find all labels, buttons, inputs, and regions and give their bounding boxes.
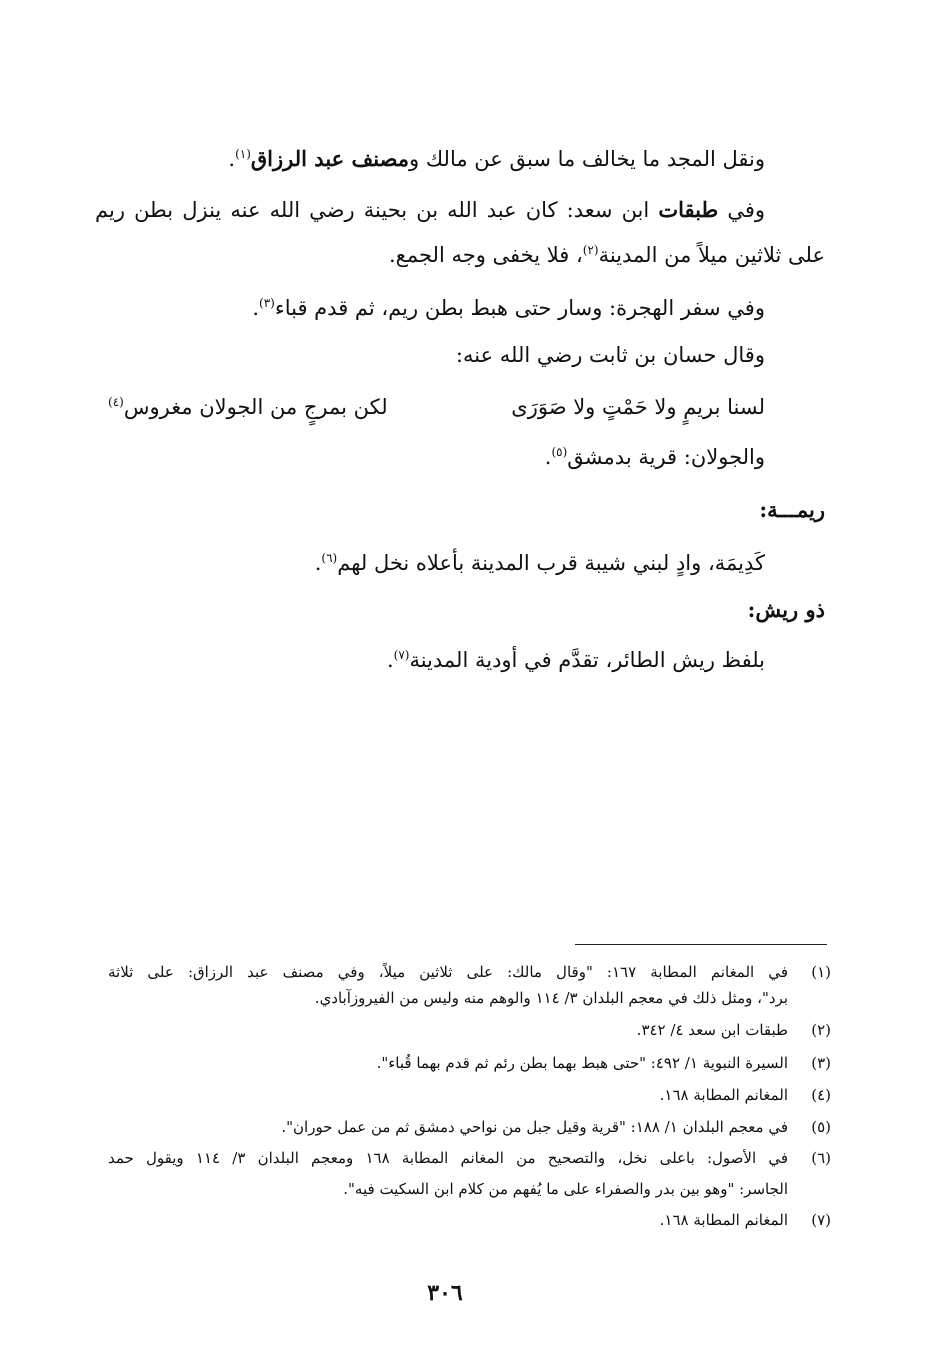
footnote-ref[interactable]: (٤)	[108, 395, 124, 409]
footnote-ref[interactable]: (١)	[235, 147, 251, 161]
text: بلفظ ريش الطائر، تقدَّم في أودية المدينة	[409, 648, 765, 672]
text: .	[314, 551, 322, 575]
text: وفي	[718, 198, 765, 222]
text-bold: عبد الرزاق	[250, 146, 352, 171]
footnote-number: (٢)	[811, 1021, 831, 1039]
footnote-ref[interactable]: (٢)	[582, 243, 599, 257]
footnote-ref[interactable]: (٧)	[393, 648, 410, 662]
page-number: ٣٠٦	[427, 1280, 463, 1306]
footnote-ref[interactable]: (٥)	[551, 445, 568, 459]
paragraph-line: وقال حسان بن ثابت رضي الله عنه:	[455, 343, 765, 367]
paragraph-line	[387, 645, 765, 675]
paragraph-line	[252, 293, 765, 323]
text: والجولان: قرية بدمشق	[567, 445, 765, 469]
footnote-line: في معجم البلدان ١/ ١٨٨: "قرية وقيل جبل من نواحي دمشق ثم من عمل حوران".	[281, 1118, 788, 1136]
text: ، فلا يخفى وجه الجمع.	[389, 243, 583, 267]
text: ابن سعد: كان عبد الله بن بحينة رضي الله عنه ينزل بطن ريم	[95, 198, 659, 222]
footnote-number: (٣)	[811, 1054, 831, 1072]
text: .	[252, 296, 260, 320]
entry-heading: ريمـــة:	[759, 497, 825, 522]
footnote-separator	[575, 944, 827, 945]
paragraph-line	[315, 548, 765, 578]
paragraph-line	[545, 442, 765, 472]
footnote-ref[interactable]: (٣)	[259, 296, 275, 310]
footnote-ref[interactable]: (٦)	[321, 551, 338, 565]
text: .	[386, 648, 394, 672]
footnote-number: (٤)	[811, 1086, 831, 1104]
footnote-line: الجاسر: "وهو بين بدر والصفراء على ما يُفهم من كلام ابن السكيت فيه".	[343, 1180, 788, 1198]
text: .	[228, 147, 236, 171]
footnote-line: طبقات ابن سعد ٤/ ٣٤٢.	[636, 1021, 788, 1039]
paragraph-line	[95, 195, 765, 225]
text: على ثلاثين ميلاً من المدينة	[598, 243, 825, 267]
poem-hemistich-left	[108, 392, 388, 422]
text-bold: مصنف	[351, 146, 410, 171]
footnote-number: (٦)	[811, 1149, 831, 1167]
paragraph-line	[389, 240, 825, 270]
text: ونقل المجد ما يخالف ما سبق عن مالك و	[409, 147, 765, 171]
text: وفي سفر الهجرة: وسار حتى هبط بطن ريم، ثم قدم قباء	[274, 296, 765, 320]
text: .	[544, 445, 552, 469]
footnote-line: المغانم المطابة ١٦٨.	[659, 1086, 788, 1104]
text: كَدِيمَة، وادٍ لبني شيبة قرب المدينة بأعلاه نخل لهم	[337, 551, 765, 575]
footnote-line: في المغانم المطابة ١٦٧: "وقال مالك: على ثلاثين ميلاً، وفي مصنف عبد الرزاق: على ثلاثة	[108, 963, 788, 981]
footnote-line: السيرة النبوية ١/ ٤٩٢: "حتى هبط بهما بطن رئم ثم قدم بهما قُباء".	[376, 1054, 788, 1072]
footnote-line: المغانم المطابة ١٦٨.	[659, 1211, 788, 1229]
text: لكن بمرجٍ من الجولان مغروس	[123, 395, 388, 419]
footnote-number: (١)	[811, 963, 831, 981]
paragraph-line	[228, 144, 765, 174]
footnote-line: برد"، ومثل ذلك في معجم البلدان ٣/ ١١٤ والوهم منه وليس من الفيروزآبادي.	[314, 989, 788, 1007]
footnote-number: (٥)	[811, 1118, 831, 1136]
poem-hemistich-right: لسنا بريمٍ ولا حَمْتٍ ولا صَوَرَى	[511, 395, 765, 419]
entry-heading: ذو ريش:	[747, 597, 825, 622]
footnote-line: في الأصول: باعلى نخل، والتصحيح من المغانم المطابة ١٦٨ ومعجم البلدان ٣/ ١١٤ ويقول حمد	[108, 1149, 789, 1167]
footnote-number: (٧)	[811, 1211, 831, 1229]
text-bold: طبقات	[658, 197, 719, 222]
